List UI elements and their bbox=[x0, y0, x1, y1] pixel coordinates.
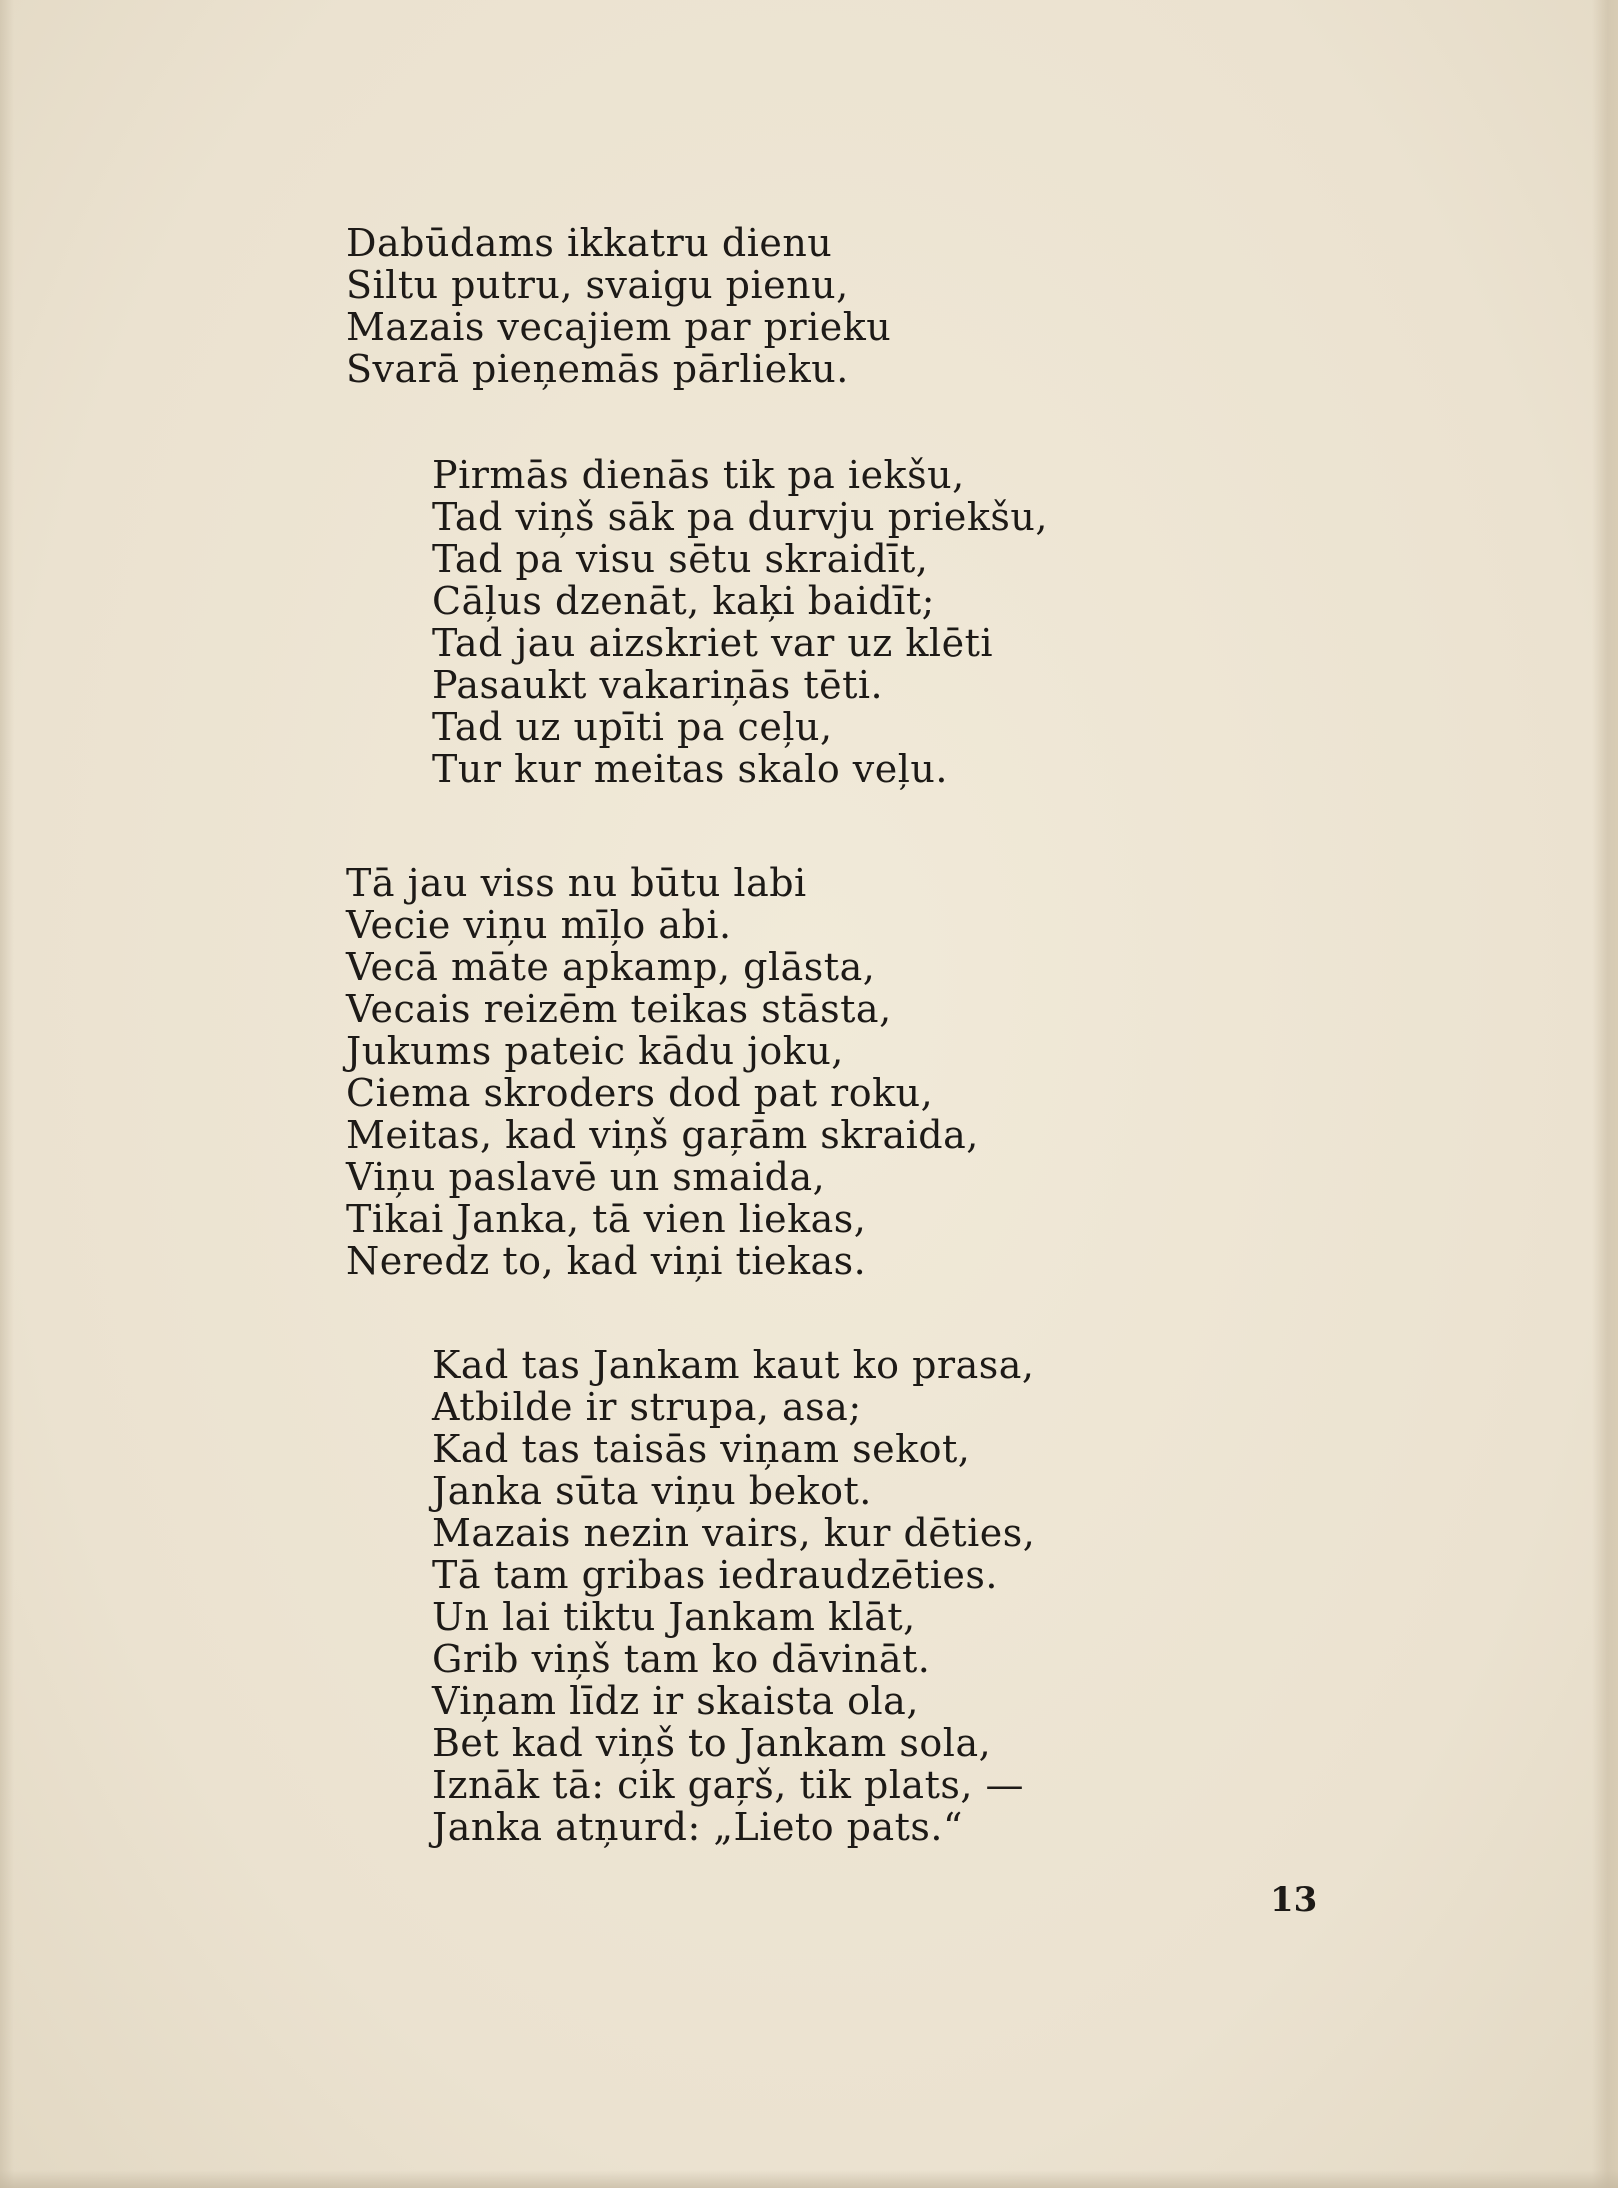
verse-line: Bet kad viņš to Jankam sola, bbox=[432, 1721, 992, 1765]
verse-line: Pasaukt vakariņās tēti. bbox=[432, 663, 884, 707]
verse-line: Tā tam gribas iedraudzēties. bbox=[432, 1553, 998, 1597]
verse-line: Viņu paslavē un smaida, bbox=[346, 1155, 826, 1199]
verse-line: Viņam līdz ir skaista ola, bbox=[432, 1679, 919, 1723]
verse-line: Kad tas taisās viņam sekot, bbox=[432, 1427, 971, 1471]
page-bottom-edge bbox=[0, 2170, 1618, 2188]
verse-line: Tad jau aizskriet var uz klēti bbox=[432, 621, 993, 665]
verse-line: Pirmās dienās tik pa iekšu, bbox=[432, 453, 965, 497]
verse-line: Ciema skroders dod pat roku, bbox=[346, 1071, 934, 1115]
verse-line: Vecais reizēm teikas stāsta, bbox=[346, 987, 892, 1031]
verse-line: Tad uz upīti pa ceļu, bbox=[432, 705, 833, 749]
verse-line: Tur kur meitas skalo veļu. bbox=[432, 747, 948, 791]
stanza-3 bbox=[346, 862, 979, 1282]
page-number: 13 bbox=[1270, 1880, 1318, 1920]
verse-line: Tad pa visu sētu skraidīt, bbox=[432, 537, 929, 581]
page-left-edge bbox=[0, 0, 14, 2188]
verse-line: Mazais vecajiem par prieku bbox=[346, 305, 892, 349]
verse-line: Vecie viņu mīļo abi. bbox=[346, 903, 732, 947]
verse-line: Tā jau viss nu būtu labi bbox=[346, 861, 807, 905]
verse-line: Siltu putru, svaigu pienu, bbox=[346, 263, 849, 307]
verse-line: Vecā māte apkamp, glāsta, bbox=[346, 945, 876, 989]
verse-line: Neredz to, kad viņi tiekas. bbox=[346, 1239, 867, 1283]
verse-line: Atbilde ir strupa, asa; bbox=[432, 1385, 862, 1429]
verse-line: Tad viņš sāk pa durvju priekšu, bbox=[432, 495, 1048, 539]
verse-line: Grib viņš tam ko dāvināt. bbox=[432, 1637, 931, 1681]
page-right-edge bbox=[1592, 0, 1618, 2188]
stanza-2 bbox=[432, 454, 1048, 790]
verse-line: Meitas, kad viņš gaŗām skraida, bbox=[346, 1113, 979, 1157]
verse-line: Janka sūta viņu bekot. bbox=[432, 1469, 872, 1513]
verse-line: Mazais nezin vairs, kur dēties, bbox=[432, 1511, 1036, 1555]
verse-line: Svarā pieņemās pārlieku. bbox=[346, 347, 849, 391]
verse-line: Kad tas Jankam kaut ko prasa, bbox=[432, 1343, 1035, 1387]
verse-line: Janka atņurd: „Lieto pats.“ bbox=[432, 1805, 963, 1849]
verse-line: Jukums pateic kādu joku, bbox=[346, 1029, 844, 1073]
verse-line: Cāļus dzenāt, kaķi baidīt; bbox=[432, 579, 935, 623]
verse-line: Dabūdams ikkatru dienu bbox=[346, 221, 833, 265]
verse-line: Tikai Janka, tā vien liekas, bbox=[346, 1197, 867, 1241]
stanza-1 bbox=[346, 222, 891, 390]
verse-line: Un lai tiktu Jankam klāt, bbox=[432, 1595, 916, 1639]
stanza-4 bbox=[432, 1344, 1035, 1848]
verse-line: Iznāk tā: cik gaŗš, tik plats, — bbox=[432, 1763, 1025, 1807]
